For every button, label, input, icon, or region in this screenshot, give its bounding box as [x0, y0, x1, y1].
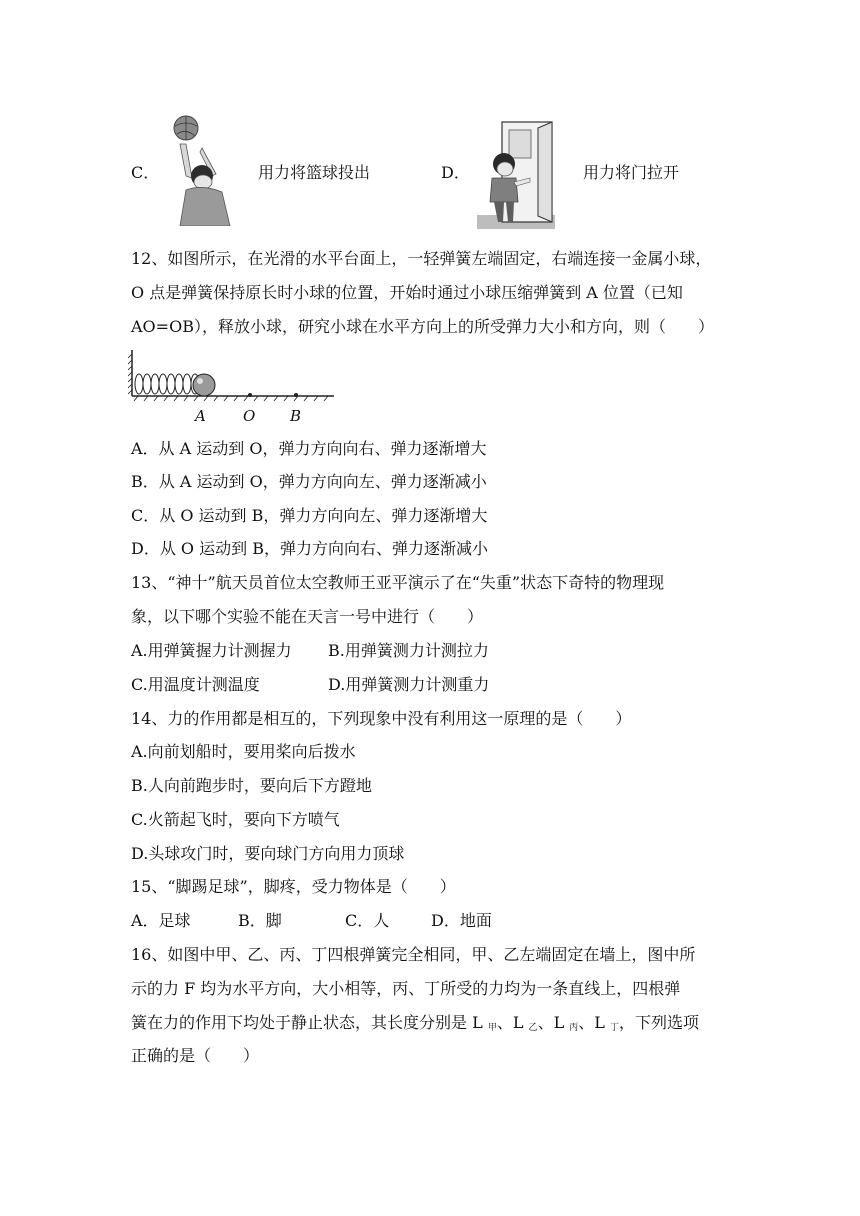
q12-stem-line-1: 12、如图所示，在光滑的水平台面上，一轻弹簧左端固定，右端连接一金属小球， [131, 249, 712, 268]
q16-stem-line-3 [131, 1013, 699, 1038]
q15-option-b: B．脚 [238, 911, 282, 930]
q13-stem-line-1: 13、“神十”航天员首位太空教师王亚平演示了在“失重”状态下奇特的物理现 [131, 573, 665, 592]
q14-option-c: C.火箭起飞时，要向下方喷气 [131, 810, 340, 829]
q14-option-b: B.人向前跑步时，要向后下方蹬地 [131, 776, 372, 795]
q13-stem-line-2: 象，以下哪个实验不能在天言一号中进行（ ） [131, 607, 484, 626]
q15-option-a: A．足球 [131, 911, 191, 930]
q12-option-b: B．从 A 运动到 O，弹力方向向左、弹力逐渐减小 [131, 472, 487, 491]
q13-option-d: D.用弹簧测力计测重力 [328, 675, 490, 694]
q16-stem-line-2: 示的力 F 均为水平方向，大小相等，丙、丁所受的力均为一条直线上，四根弹 [131, 979, 681, 998]
q16-stem-line-3-end: ，下列选项 [619, 1013, 700, 1032]
q13-option-c: C.用温度计测温度 [131, 675, 260, 694]
separator: 、L [496, 1013, 529, 1032]
separator: 、L [578, 1013, 611, 1032]
q13-option-a: A.用弹簧握力计测握力 [131, 641, 292, 660]
basketball-throw-illustration [172, 114, 236, 226]
door-opening-illustration [476, 120, 556, 230]
subscript-ding: 丁 [610, 1023, 620, 1033]
q12-option-a: A．从 A 运动到 O，弹力方向向右、弹力逐渐增大 [131, 439, 487, 458]
q14-stem: 14、力的作用都是相互的，下列现象中没有利用这一原理的是（ ） [131, 709, 632, 728]
separator: 、L [537, 1013, 570, 1032]
subscript-jia: 甲 [487, 1023, 497, 1033]
q15-stem: 15、“脚踢足球”，脚疼，受力物体是（ ） [131, 877, 456, 896]
subscript-yi: 乙 [528, 1023, 538, 1033]
q16-stem-line-3-start: 簧在力的作用下均处于静止状态，其长度分别是 L [131, 1013, 488, 1032]
q14-option-a: A.向前划船时，要用桨向后拨水 [131, 742, 356, 761]
figure-label-b: B [290, 407, 302, 425]
option-c-text: 用力将篮球投出 [258, 163, 371, 182]
option-c-label: C． [131, 163, 160, 182]
q12-stem-line-3: AO=OB），释放小球，研究小球在水平方向上的所受弹力大小和方向，则（ ） [131, 317, 714, 336]
option-d-label: D． [441, 163, 470, 182]
option-d-text: 用力将门拉开 [583, 163, 680, 182]
q16-stem-line-4: 正确的是（ ） [131, 1046, 260, 1065]
subscript-bing: 丙 [569, 1023, 579, 1033]
spring-ball-figure [128, 348, 338, 426]
q16-stem-line-1: 16、如图中甲、乙、丙、丁四根弹簧完全相同，甲、乙左端固定在墙上，图中所 [131, 945, 696, 964]
q12-option-d: D．从 O 运动到 B，弹力方向向右、弹力逐渐减小 [131, 539, 488, 558]
q14-option-d: D.头球攻门时，要向球门方向用力顶球 [131, 844, 405, 863]
figure-label-o: O [243, 407, 256, 425]
q13-option-b: B.用弹簧测力计测拉力 [328, 641, 489, 660]
figure-label-a: A [195, 407, 206, 425]
q15-option-d: D．地面 [431, 911, 492, 930]
q12-option-c: C．从 O 运动到 B，弹力方向向左、弹力逐渐增大 [131, 506, 488, 525]
q12-stem-line-2: O 点是弹簧保持原长时小球的位置，开始时通过小球压缩弹簧到 A 位置（已知 [131, 283, 683, 302]
q15-option-c: C．人 [345, 911, 390, 930]
